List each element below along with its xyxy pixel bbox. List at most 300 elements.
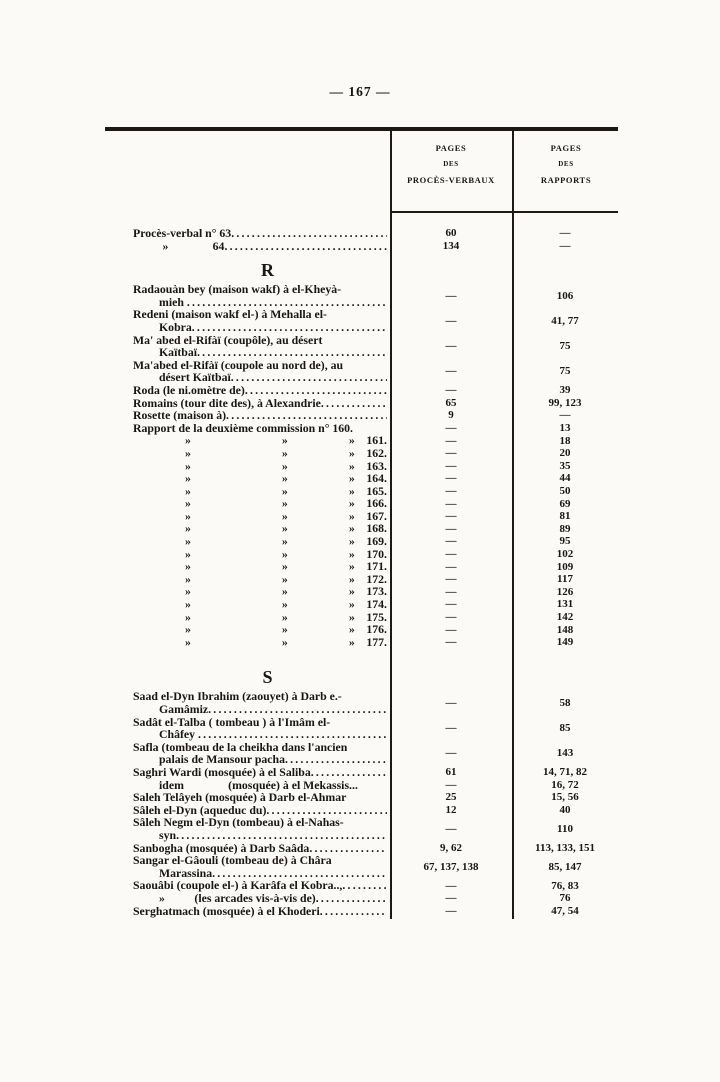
table-body xyxy=(105,227,618,917)
pages-rapports-value: — xyxy=(559,239,571,252)
dot-leader xyxy=(208,703,387,716)
table-row xyxy=(105,766,618,779)
ditto-mark: » xyxy=(185,559,191,574)
dot-leader xyxy=(316,892,387,905)
pages-proces-verbaux-value: — xyxy=(445,497,457,510)
pages-proces-verbaux-value: 9, 62 xyxy=(440,841,462,854)
pages-proces-verbaux-value: — xyxy=(445,560,457,573)
entry-text xyxy=(105,434,390,447)
pages-rapports-value: 75 xyxy=(559,365,571,378)
pages-rapports-value: 20 xyxy=(559,447,571,460)
pages-rapports-value: 44 xyxy=(559,472,571,485)
ditto-mark: » xyxy=(185,609,191,624)
entry-line-text: Radaouàn bey (maison wakf) à el-Kheyà- xyxy=(133,282,342,297)
ditto-mark: » xyxy=(185,534,191,549)
rapport-number: 172. xyxy=(366,571,387,586)
rapport-number: 161. xyxy=(366,433,387,448)
entry-line-text: Saouâbi (coupole el-) à Karâfa el Kobra.., xyxy=(133,878,343,893)
table-row xyxy=(105,791,618,804)
pages-proces-verbaux-value: — xyxy=(445,547,457,560)
entry-line-text: Kobra xyxy=(159,319,192,334)
ditto-mark: » xyxy=(185,521,191,536)
pages-rapports-value: 85, 147 xyxy=(548,860,582,873)
pages-proces-verbaux-value: — xyxy=(445,822,457,835)
entry-line xyxy=(133,703,387,716)
rapport-number: 177. xyxy=(366,634,387,649)
rapport-ditto-line xyxy=(133,447,387,460)
ditto-mark: » xyxy=(348,483,355,498)
table-row xyxy=(105,905,618,918)
column-header-proces-verbaux xyxy=(392,143,510,192)
section-heading-S: S xyxy=(262,667,273,688)
ditto-mark: » xyxy=(281,458,288,473)
ditto-mark: » xyxy=(281,634,288,649)
pages-rapports-value: 39 xyxy=(559,384,571,397)
ditto-mark: » xyxy=(348,571,355,586)
header-line: DES xyxy=(558,160,574,168)
rapport-ditto-line xyxy=(133,560,387,573)
pages-proces-verbaux-value: 65 xyxy=(445,396,457,409)
entry-line-text: » (les arcades vis-à-vis de) xyxy=(159,890,316,905)
entry-text xyxy=(105,460,390,473)
ditto-mark: » xyxy=(348,559,355,574)
pages-rapports-value: 126 xyxy=(556,585,574,598)
entry-text xyxy=(105,611,390,624)
pages-rapports-value: 81 xyxy=(559,510,571,523)
ditto-mark: » xyxy=(281,571,288,586)
pages-proces-verbaux-value: — xyxy=(445,904,457,917)
dot-leader xyxy=(224,240,387,253)
entry-text xyxy=(105,598,390,611)
pages-rapports-value: 13 xyxy=(559,422,571,435)
table-row xyxy=(105,535,618,548)
ditto-mark: » xyxy=(185,433,191,448)
pages-rapports-value: 99, 123 xyxy=(548,396,582,409)
entry-text xyxy=(105,548,390,561)
table-row xyxy=(105,334,618,359)
ditto-mark: » xyxy=(281,508,288,523)
dot-leader xyxy=(231,371,387,384)
rapport-number: 173. xyxy=(366,584,387,599)
pages-rapports-value: 110 xyxy=(557,822,573,835)
rapport-ditto-line xyxy=(133,535,387,548)
entry-line xyxy=(133,384,387,397)
entry-line-text: syn xyxy=(159,827,177,842)
entry-line-text: » 64 xyxy=(133,238,225,253)
table-row xyxy=(105,716,618,741)
table-row xyxy=(105,510,618,523)
header-line: PAGES xyxy=(435,143,467,153)
dot-leader xyxy=(176,829,387,842)
entry-line xyxy=(133,854,387,867)
entry-line xyxy=(133,905,387,918)
entry-line xyxy=(133,766,387,779)
entry-text xyxy=(105,240,390,253)
ditto-mark: » xyxy=(185,483,191,498)
ditto-mark: » xyxy=(348,534,355,549)
pages-proces-verbaux-value: — xyxy=(445,510,457,523)
dot-leader xyxy=(198,728,387,741)
pages-proces-verbaux-value: 12 xyxy=(445,804,457,817)
entry-text xyxy=(105,741,390,766)
entry-line-text: idem (mosquée) à el Mekassis... xyxy=(159,777,358,792)
dot-leader xyxy=(320,905,387,918)
table-row xyxy=(105,359,618,384)
table-row xyxy=(105,854,618,879)
pages-rapports-value: 142 xyxy=(556,610,574,623)
pages-rapports-value: 15, 56 xyxy=(551,791,579,804)
table-row xyxy=(105,447,618,460)
entry-line-text: Sanbogha (mosquée) à Darb Saâda xyxy=(133,840,310,855)
pages-rapports-value: — xyxy=(559,227,571,240)
table-row xyxy=(105,548,618,561)
header-line: RAPPORTS xyxy=(540,175,592,185)
pages-proces-verbaux-value: — xyxy=(445,535,457,548)
pages-proces-verbaux-value: — xyxy=(445,484,457,497)
entry-text xyxy=(105,573,390,586)
pages-rapports-value: 143 xyxy=(556,747,574,760)
entry-text xyxy=(105,384,390,397)
rapport-number: 167. xyxy=(366,508,387,523)
table-row xyxy=(105,690,618,715)
entry-text xyxy=(105,816,390,841)
entry-line xyxy=(133,728,387,741)
entry-line-text: Gamâmiz xyxy=(159,702,209,716)
pages-proces-verbaux-value: — xyxy=(445,697,457,709)
ditto-mark: » xyxy=(281,559,288,574)
entry-line-text: Sadât el-Talba ( tombeau ) à l'Imâm el- xyxy=(133,714,331,729)
entry-line-text: Romains (tour dite des), à Alexandrie xyxy=(133,395,321,410)
dot-leader xyxy=(226,409,387,422)
ditto-mark: » xyxy=(348,546,355,561)
ditto-mark: » xyxy=(185,622,191,637)
rapport-number: 166. xyxy=(366,496,387,511)
rapport-number: 165. xyxy=(366,483,387,498)
entry-line-text: palais de Mansour pacha xyxy=(159,752,285,767)
pages-proces-verbaux-value: — xyxy=(445,384,457,397)
header-line: PAGES xyxy=(550,143,582,153)
entry-text xyxy=(105,227,390,240)
entry-line-text: Rapport de la deuxième commission n° 160. xyxy=(133,420,354,435)
pages-rapports-value: 35 xyxy=(559,459,571,472)
ditto-mark: » xyxy=(281,471,288,486)
ditto-mark: » xyxy=(185,584,191,599)
pages-rapports-value: — xyxy=(559,409,571,422)
pages-rapports-value: 102 xyxy=(556,547,574,560)
rapport-number: 170. xyxy=(366,546,387,561)
table-row xyxy=(105,308,618,333)
rapport-number: 175. xyxy=(366,609,387,624)
entry-text xyxy=(105,283,390,308)
table-row xyxy=(105,227,618,240)
ditto-mark: » xyxy=(348,609,355,624)
pages-rapports-value: 85 xyxy=(559,722,571,735)
ditto-mark: » xyxy=(281,521,288,536)
entry-line-text: Kaïtbaï xyxy=(159,345,198,360)
entry-text xyxy=(105,510,390,523)
pages-proces-verbaux-value: — xyxy=(445,314,457,327)
ditto-mark: » xyxy=(348,634,355,649)
entry-text xyxy=(105,716,390,741)
table-row xyxy=(105,636,618,649)
pages-rapports-value: 109 xyxy=(556,560,574,573)
pages-rapports-value: 131 xyxy=(556,598,574,611)
entry-line-text: désert Kaïtbaï xyxy=(159,370,231,385)
entry-line xyxy=(133,791,387,804)
entry-line-text: Rosette (maison à) xyxy=(133,408,227,423)
entry-text xyxy=(105,522,390,535)
table-row xyxy=(105,472,618,485)
table-row xyxy=(105,741,618,766)
ditto-mark: » xyxy=(281,445,288,460)
dot-leader xyxy=(311,766,387,779)
pages-proces-verbaux-value: 25 xyxy=(445,791,457,804)
entry-line-text: Ma'abed el-Rifàï (coupole au nord de), au xyxy=(133,357,344,372)
ditto-mark: » xyxy=(281,597,288,612)
pages-proces-verbaux-value: — xyxy=(445,623,457,636)
entry-line-text: Saleh Telâyeh (mosquée) à Darb el-Ahmar xyxy=(133,790,347,805)
pages-rapports-value: 18 xyxy=(559,434,571,447)
ditto-mark: » xyxy=(185,496,191,511)
ditto-mark: » xyxy=(185,458,191,473)
entry-line-text: Saad el-Dyn Ibrahim (zaouyet) à Darb e.- xyxy=(133,689,342,704)
table-row xyxy=(105,892,618,905)
ditto-mark: » xyxy=(348,471,355,486)
entry-line-text: Ma' abed el-Rifàï (coupôle), au désert xyxy=(133,332,323,347)
entry-line xyxy=(133,321,387,334)
rapport-number: 176. xyxy=(366,622,387,637)
table-row xyxy=(105,573,618,586)
pages-proces-verbaux-value: 134 xyxy=(442,239,460,252)
pages-rapports-value: 148 xyxy=(556,623,574,636)
pages-proces-verbaux-value: — xyxy=(445,573,457,586)
table-row xyxy=(105,384,618,397)
rapport-number: 174. xyxy=(366,597,387,612)
entry-line xyxy=(133,227,387,240)
entry-line-text: Sâleh Negm el-Dyn (tombeau) à el-Nahas- xyxy=(133,815,344,830)
entry-text xyxy=(105,560,390,573)
entry-line-text: Sâleh el-Dyn (aqueduc du) xyxy=(133,802,267,817)
ditto-mark: » xyxy=(185,445,191,460)
pages-proces-verbaux-value: 60 xyxy=(445,227,457,240)
ditto-mark: » xyxy=(348,496,355,511)
ditto-mark: » xyxy=(185,634,191,649)
table-row xyxy=(105,460,618,473)
pages-proces-verbaux-value: — xyxy=(445,778,457,791)
ditto-mark: » xyxy=(185,508,191,523)
table-row xyxy=(105,611,618,624)
entry-text xyxy=(105,422,390,435)
ditto-mark: » xyxy=(348,521,355,536)
pages-proces-verbaux-value: — xyxy=(445,585,457,598)
entry-line-text: Châfey xyxy=(159,727,198,742)
entry-text xyxy=(105,497,390,510)
rapport-ditto-line xyxy=(133,472,387,485)
entry-line-text: Serghatmach (mosquée) à el Khoderi xyxy=(133,903,320,918)
entry-text xyxy=(105,308,390,333)
pages-proces-verbaux-value: — xyxy=(445,472,457,485)
entry-text xyxy=(105,636,390,649)
header-line: PROCÈS-VERBAUX xyxy=(407,175,495,185)
table-row xyxy=(105,240,618,253)
ditto-mark: » xyxy=(348,433,355,448)
ditto-mark: » xyxy=(185,546,191,561)
entry-line xyxy=(133,346,387,359)
pages-rapports-value: 16, 72 xyxy=(551,778,579,791)
entry-text xyxy=(105,409,390,422)
dot-leader xyxy=(321,397,387,410)
entry-text xyxy=(105,485,390,498)
pages-rapports-value: 41, 77 xyxy=(551,314,579,327)
page-number: — 167 — xyxy=(329,84,391,99)
pages-proces-verbaux-value: 67, 137, 138 xyxy=(423,860,479,873)
ditto-mark: » xyxy=(348,445,355,460)
rapport-number: 164. xyxy=(366,471,387,486)
entry-line-text: mieh xyxy=(159,294,187,309)
pages-proces-verbaux-value: — xyxy=(445,434,457,447)
ditto-mark: » xyxy=(348,584,355,599)
entry-text xyxy=(105,535,390,548)
table-row xyxy=(105,816,618,841)
ditto-mark: » xyxy=(348,508,355,523)
entry-line-text: Redeni (maison wakf el-) à Mehalla el- xyxy=(133,307,327,322)
entry-text xyxy=(105,623,390,636)
pages-proces-verbaux-value: — xyxy=(445,365,457,378)
pages-rapports-value: 76 xyxy=(559,892,571,905)
rapport-ditto-line xyxy=(133,623,387,636)
index-table xyxy=(105,127,618,927)
entry-text xyxy=(105,359,390,384)
pages-proces-verbaux-value: — xyxy=(445,459,457,472)
table-row xyxy=(105,598,618,611)
entry-line xyxy=(133,829,387,842)
pages-rapports-value: 113, 133, 151 xyxy=(535,841,595,854)
pages-proces-verbaux-value: 61 xyxy=(445,766,457,779)
pages-proces-verbaux-value: — xyxy=(445,447,457,460)
pages-proces-verbaux-value: — xyxy=(445,340,457,353)
pages-proces-verbaux-value: — xyxy=(445,422,457,435)
entry-text xyxy=(105,447,390,460)
header-underline-rapports xyxy=(514,211,618,213)
header-underline-pv xyxy=(392,211,512,213)
entry-line-text: Sangar el-Gâouli (tombeau de) à Châra xyxy=(133,853,332,868)
entry-text xyxy=(105,791,390,804)
pages-rapports-value: 75 xyxy=(559,340,571,353)
entry-line xyxy=(133,892,387,905)
pages-proces-verbaux-value: — xyxy=(445,636,457,649)
pages-proces-verbaux-value: — xyxy=(445,289,457,302)
column-header-rapports xyxy=(514,143,618,192)
table-row xyxy=(105,422,618,435)
ditto-mark: » xyxy=(185,597,191,612)
entry-text xyxy=(105,334,390,359)
pages-proces-verbaux-value: — xyxy=(445,879,457,892)
table-row xyxy=(105,485,618,498)
table-row xyxy=(105,585,618,598)
pages-rapports-value: 117 xyxy=(557,573,573,586)
ditto-mark: » xyxy=(281,622,288,637)
rapport-number: 162. xyxy=(366,445,387,460)
pages-proces-verbaux-value: — xyxy=(445,522,457,535)
entry-text xyxy=(105,905,390,918)
pages-rapports-value: 76, 83 xyxy=(551,879,579,892)
ditto-mark: » xyxy=(281,584,288,599)
ditto-mark: » xyxy=(281,433,288,448)
entry-line xyxy=(133,240,387,253)
table-row xyxy=(105,560,618,573)
dot-leader xyxy=(197,346,387,359)
ditto-mark: » xyxy=(281,609,288,624)
entry-line-text: Saghri Wardi (mosquée) à el Saliba xyxy=(133,764,311,779)
ditto-mark: » xyxy=(281,546,288,561)
entry-text xyxy=(105,892,390,905)
dot-leader xyxy=(192,321,387,334)
pages-rapports-value: 106 xyxy=(556,289,574,302)
rapport-number: 168. xyxy=(366,521,387,536)
entry-text xyxy=(105,585,390,598)
ditto-mark: » xyxy=(185,471,191,486)
dot-leader xyxy=(342,879,387,892)
rapport-number: 163. xyxy=(366,458,387,473)
entry-text xyxy=(105,472,390,485)
dot-leader xyxy=(245,384,387,397)
table-row xyxy=(105,623,618,636)
ditto-mark: » xyxy=(185,571,191,586)
rapport-number: 169. xyxy=(366,534,387,549)
rapport-number: 171. xyxy=(366,559,387,574)
entry-line-text: Roda (le ni.omètre de) xyxy=(133,382,245,397)
pages-proces-verbaux-value: — xyxy=(445,892,457,905)
entry-line-text: Marassina xyxy=(159,865,213,880)
pages-rapports-value: 149 xyxy=(556,636,574,649)
pages-proces-verbaux-value: — xyxy=(445,747,457,760)
section-heading-R: R xyxy=(261,260,274,281)
ditto-mark: » xyxy=(348,458,355,473)
header-line: DES xyxy=(443,160,459,168)
pages-proces-verbaux-value: — xyxy=(445,598,457,611)
ditto-mark: » xyxy=(348,597,355,612)
ditto-mark: » xyxy=(348,622,355,637)
dot-leader xyxy=(231,227,387,240)
pages-rapports-value: 50 xyxy=(559,484,571,497)
pages-rapports-value: 95 xyxy=(559,535,571,548)
entry-text xyxy=(105,690,390,715)
entry-line xyxy=(133,283,387,296)
table-row xyxy=(105,283,618,308)
pages-proces-verbaux-value: 9 xyxy=(448,409,454,422)
pages-rapports-value: 69 xyxy=(559,497,571,510)
entry-text xyxy=(105,854,390,879)
pages-rapports-value: 89 xyxy=(559,522,571,535)
pages-rapports-value: 47, 54 xyxy=(551,904,579,917)
table-row xyxy=(105,434,618,447)
entry-line-text: Safla (tombeau de la cheikha dans l'ancien xyxy=(133,739,348,754)
pages-rapports-value: 40 xyxy=(559,804,571,817)
pages-proces-verbaux-value: — xyxy=(445,722,457,735)
pages-rapports-value: 14, 71, 82 xyxy=(543,766,587,779)
pages-proces-verbaux-value: — xyxy=(445,610,457,623)
entry-line-text: Procès-verbal n° 63 xyxy=(133,226,232,240)
pages-rapports-value: 58 xyxy=(559,697,571,709)
rapport-ditto-line xyxy=(133,598,387,611)
table-row xyxy=(105,409,618,422)
table-row xyxy=(105,497,618,510)
ditto-mark: » xyxy=(281,534,288,549)
table-top-rule xyxy=(105,127,618,131)
ditto-mark: » xyxy=(281,483,288,498)
rapport-ditto-line xyxy=(133,497,387,510)
table-row xyxy=(105,522,618,535)
